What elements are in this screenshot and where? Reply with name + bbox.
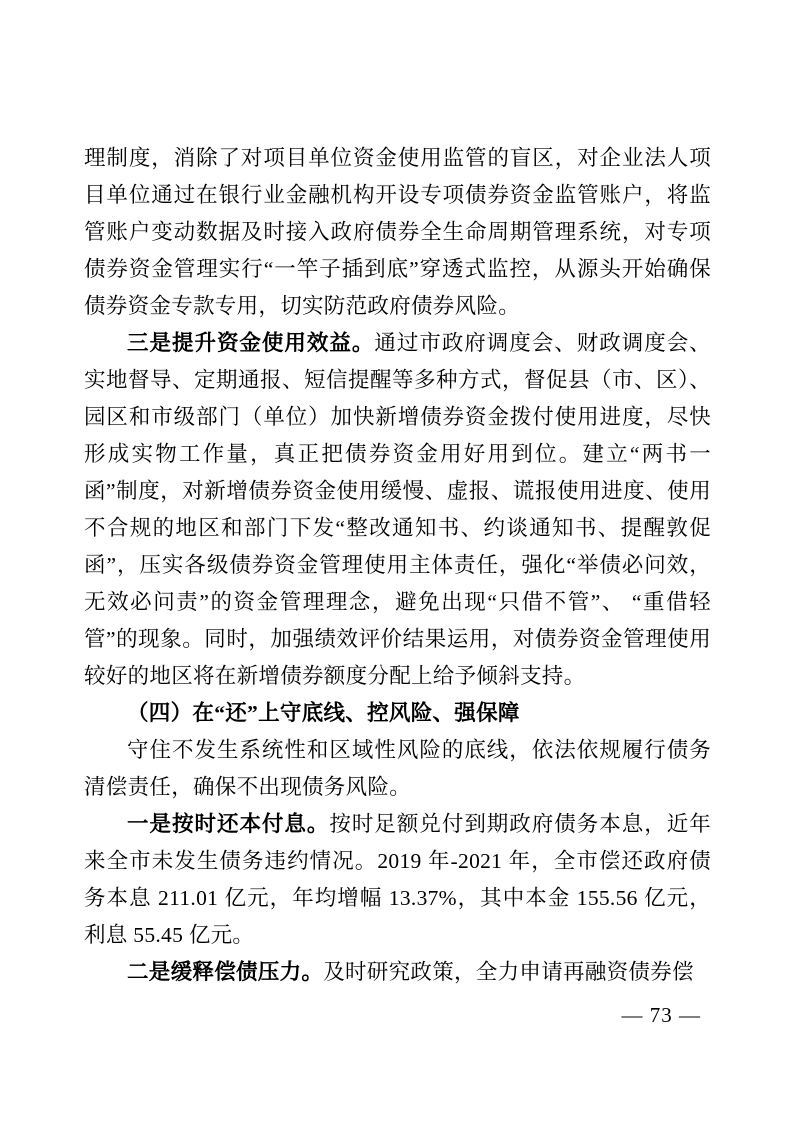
paragraph bbox=[84, 325, 711, 695]
text-run: 按时足额兑付到期政府债务本息，近年来全市未发生债务违约情况。2019 年-2021 年，全市偿还政府债务本息 211.01 亿元，年均增幅 13.37%，其中本金 155.56 亿元，利息 55.45 亿元。 bbox=[84, 812, 711, 947]
emphasis-run: （四）在“还”上守底线、控风险、强保障 bbox=[127, 701, 520, 725]
text-run: 理制度，消除了对项目单位资金使用监管的盲区，对企业法人项目单位通过在银行业金融机构开设专项债券资金监管账户，将监管账户变动数据及时接入政府债券全生命周期管理系统，对专项债券资金管理实行“一竿子插到底”穿透式监控，从源头开始确保债券资金专款专用，切实防范政府债券风险。 bbox=[84, 146, 711, 318]
page-number: — 73 — bbox=[621, 1003, 701, 1027]
paragraph bbox=[84, 806, 711, 954]
paragraph bbox=[84, 954, 711, 991]
paragraph bbox=[84, 732, 711, 806]
text-run: 通过市政府调度会、财政调度会、实地督导、定期通报、短信提醒等多种方式，督促县（市、区）、园区和市级部门（单位）加快新增债券资金拨付使用进度，尽快形成实物工作量，真正把债券资金用好用到位。建立“两书一函”制度，对新增债券资金使用缓慢、虚报、谎报使用进度、使用不合规的地区和部门下发“整改通知书、约谈通知书、提醒敦促函”，压实各级债券资金管理使用主体责任，强化“举债必问效，无效必问责”的资金管理理念，避免出现“只借不管”、 “重借轻管”的现象。同时，加强绩效评价结果运用，对债券资金管理使用较好的地区将在新增债券额度分配上给予倾斜支持。 bbox=[84, 331, 711, 688]
text-run: 守住不发生系统性和区域性风险的底线，依法依规履行债务清偿责任，确保不出现债务风险。 bbox=[84, 738, 711, 799]
emphasis-run: 一是按时还本付息。 bbox=[127, 812, 330, 836]
text-run: 及时研究政策，全力申请再融资债券偿 bbox=[323, 960, 694, 984]
emphasis-run: 三是提升资金使用效益。 bbox=[127, 331, 375, 355]
emphasis-run: 二是缓释偿债压力。 bbox=[127, 960, 324, 984]
document-body bbox=[84, 140, 711, 991]
paragraph bbox=[84, 140, 711, 325]
paragraph bbox=[84, 695, 711, 732]
